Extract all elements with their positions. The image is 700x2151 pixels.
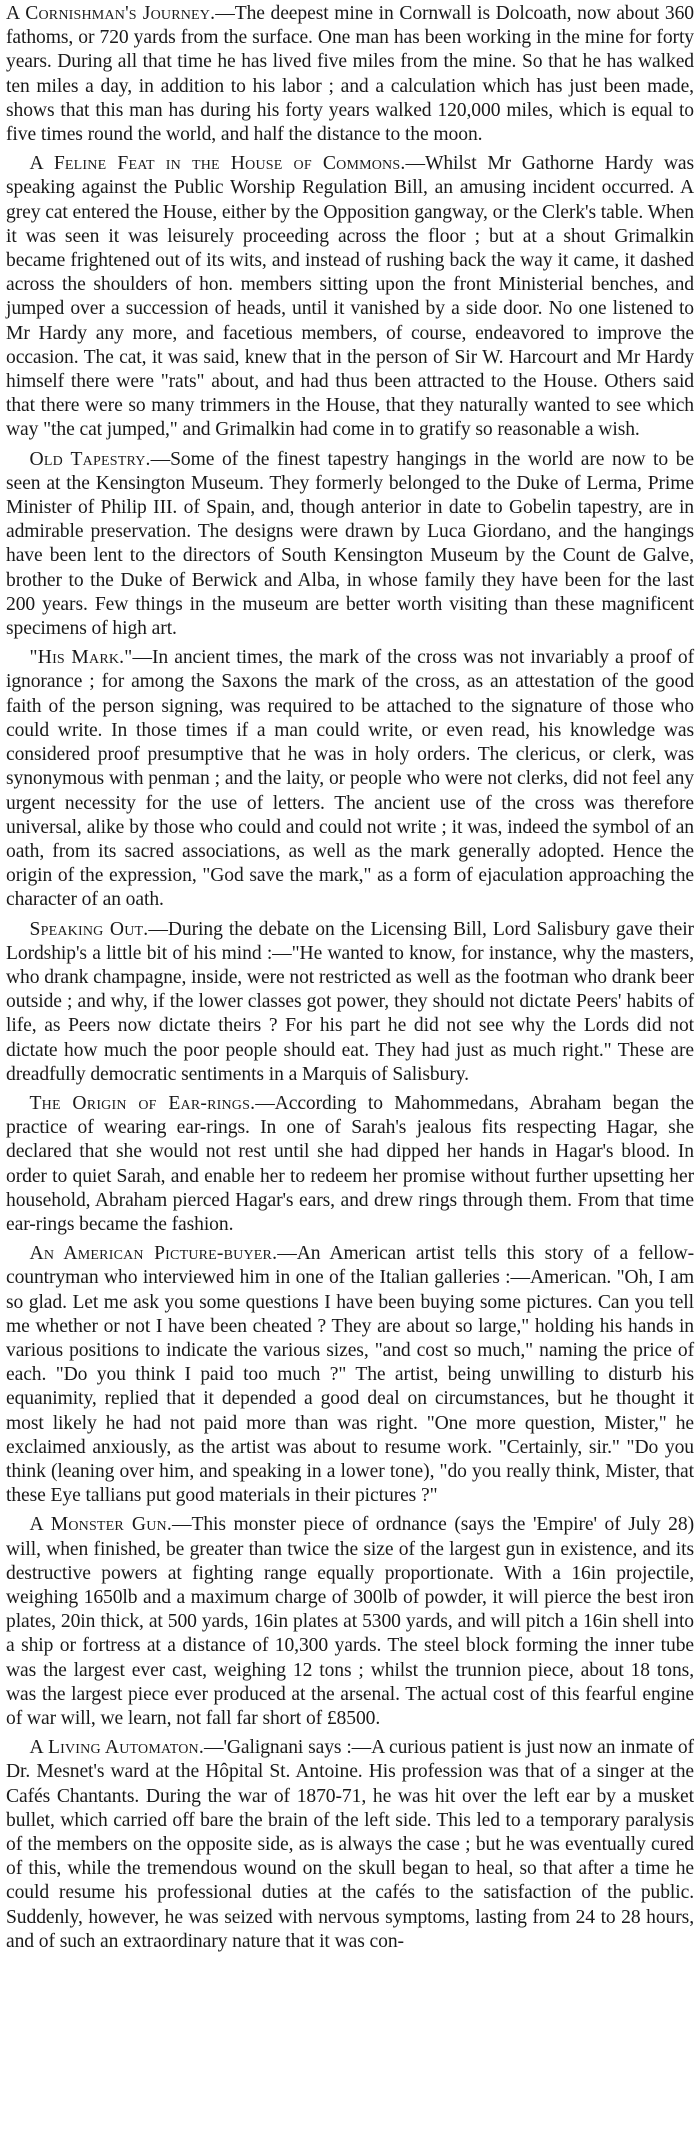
article-body: —An American artist tells this story of a fellow-countryman who interviewed him in one of the Italian galleries :—American. "Oh, I am so glad. Let me ask you some questions I have been buying some pictures. Can you tell me whether or not I have been cheated ? They are about so large," holding his hands in various positions to indicate the various sizes, "and cost so much," naming the price of each. "Do you think I paid too much ?" The artist, being unwilling to disturb his equanimity, replied that it depended a good deal on circumstances, but he thought it most likely he had not paid more than was right. "One more question, Mister," he exclaimed anxiously, as the artist was about to resume work. "Certainly, sir." "Do you think (leaning over him, and speaking in a lower tone), "do you really think, Mister, that these Eye tallians put good materials in their pictures ?" [6,1243,694,1507]
article-living-automaton [6,1736,694,1954]
article-heading: A Living Automaton. [29,1737,204,1759]
article-monster-gun [6,1513,694,1731]
article-heading: "His Mark." [29,647,133,669]
article-heading: An American Picture-buyer. [29,1243,278,1265]
article-old-tapestry [6,448,694,642]
article-heading: Old Tapestry. [29,448,151,470]
article-origin-of-ear-rings [6,1092,694,1237]
article-heading: A Cornishman's Journey. [6,3,216,24]
article-feline-feat [6,152,694,442]
article-body: —The deepest mine in Cornwall is Dolcoath, now about 360 fathoms, or 720 yards from the surface. One man has been working in the mine for forty years. During all that time he has lived five miles from the mine. So that he has walked ten miles a day, in addition to his labor ; and a calculation which has just been made, shows that this man has during his forty years walked 120,000 miles, which is equal to five times round the world, and half the distance to the moon. [6,3,694,146]
article-heading: A Feline Feat in the House of Commons. [29,153,406,175]
article-his-mark [6,646,694,912]
article-body: —This monster piece of ordnance (says the 'Empire' of July 28) will, when finished, be greater than twice the size of the largest gun in existence, and its destructive powers at fighting range equally proportionate. With a 16in projectile, weighing 1650lb and a maximum charge of 300lb of powder, it will pierce the best iron plates, 20in thick, at 500 yards, 16in plates at 5300 yards, and will pitch a 16in shell into a ship or fortress at a distance of 10,300 yards. The steel block forming the inner tube was the largest ever cast, weighing 12 tons ; whilst the trunnion piece, about 18 tons, was the largest piece ever produced at the arsenal. The actual cost of this fearful engine of war will, we learn, not fall far short of £8500. [6,1514,694,1730]
article-heading: The Origin of Ear-rings. [29,1092,256,1114]
article-american-picture-buyer [6,1242,694,1508]
article-body: —According to Mahommedans, Abraham began the practice of wearing ear-rings. In one of Sarah's jealous fits respecting Hagar, she declared that she would not rest until she had dipped her hands in Hagar's blood. In order to quiet Sarah, and enable her to redeem her promise without further upsetting her household, Abraham pierced Hagar's ears, and drew rings through them. From that time ear-rings became the fashion. [6,1092,694,1235]
article-body: —'Galignani says :—A curious patient is just now an inmate of Dr. Mesnet's ward at the Hôpital St. Antoine. His profession was that of a singer at the Cafés Chantants. During the war of 1870-71, he was hit over the left ear by a musket bullet, which carried off bare the brain of the left side. This led to a temporary paralysis of the members on the opposite side, as is always the case ; but he was eventually cured of this, while the tremendous wound on the skull began to heal, so that after a time he could resume his professional duties at the cafés to the satisfaction of the public. Suddenly, however, he was seized with nervous symptoms, lasting from 24 to 28 hours, and of such an extraordinary nature that it was con- [6,1737,694,1952]
article-heading: A Monster Gun. [29,1514,172,1536]
article-body: —During the debate on the Licensing Bill, Lord Salisbury gave their Lordship's a little bit of his mind :—"He wanted to know, for instance, why the masters, who drank champagne, inside, were not restricted as well as the footman who drank beer outside ; and why, if the lower classes got power, they should not dictate Peers' habits of life, as Peers now dictate theirs ? For his part he did not see why the Lords did not dictate how much the poor people should eat. They had just as much right." These are dreadfully democratic sentiments in a Marquis of Salisbury. [6,918,694,1085]
article-body: —Some of the finest tapestry hangings in the world are now to be seen at the Kensington Museum. They formerly belonged to the Duke of Lerma, Prime Minister of Philip III. of Spain, and, though anterior in date to Gobelin tapestry, are in admirable preservation. The designs were drawn by Luca Giordano, and the hangings have been lent to the directors of South Kensington Museum by the Count de Galve, brother to the Duke of Berwick and Alba, in whose family they have been for the last 200 years. Few things in the museum are better worth visiting than these magnificent specimens of high art. [6,448,694,640]
article-speaking-out [6,918,694,1087]
article-cornishmans-journey [6,2,694,147]
article-heading: Speaking Out. [29,918,149,940]
article-body: —In ancient times, the mark of the cross was not invariably a proof of ignorance ; for among the Saxons the mark of the cross, as an attestation of the good faith of the person signing, was required to be attached to the signature of those who could write. In those times if a man could write, or even read, his knowledge was considered proof presumptive that he was in holy orders. The clericus, or clerk, was synonymous with penman ; and the laity, or people who were not clerks, did not feel any urgent necessity for the use of letters. The ancient use of the cross was therefore universal, alike by those who could and could not write ; it was, indeed the symbol of an oath, from its sacred associations, as well as the mark generally adopted. Hence the origin of the expression, "God save the mark," as a form of ejaculation approaching the character of an oath. [6,647,694,911]
article-body: —Whilst Mr Gathorne Hardy was speaking against the Public Worship Regulation Bill, an amusing incident occurred. A grey cat entered the House, either by the Opposition gangway, or the Clerk's table. When it was seen it was leisurely proceeding across the floor ; but at a shout Grimalkin became frightened out of its wits, and instead of rushing back the way it came, it dashed across the shoulders of hon. members sitting upon the front Ministerial benches, and jumped over a succession of heads, until it vanished by a side door. No one listened to Mr Hardy any more, and facetious members, of course, endeavored to improve the occasion. The cat, it was said, knew that in the person of Sir W. Harcourt and Mr Hardy himself there were "rats" about, and had thus been attracted to the House. Others said that there were so many trimmers in the House, that they naturally wanted to see which way "the cat jumped," and Grimalkin had come in to gratify so reasonable a wish. [6,153,694,441]
